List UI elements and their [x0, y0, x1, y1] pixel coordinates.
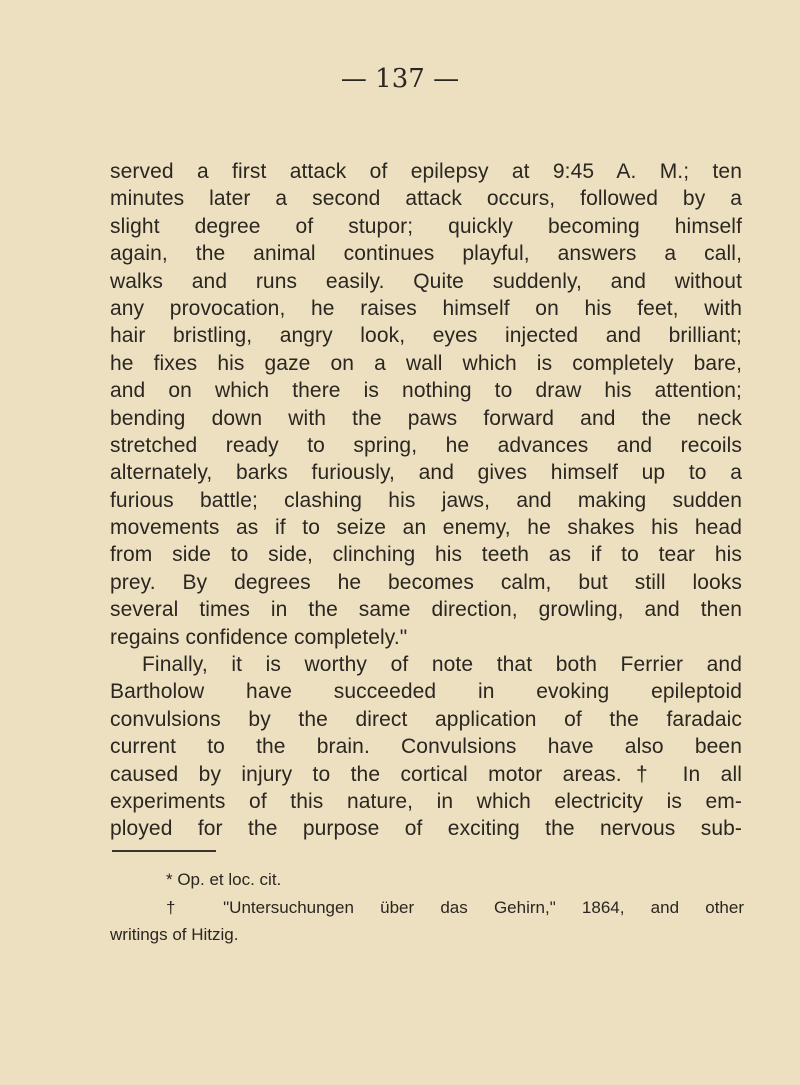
text-line: caused by injury to the cortical motor areas.† In all [110, 762, 742, 786]
text-line: again, the animal continues playful, answers a call, [110, 242, 742, 266]
text-line: furious battle; clashing his jaws, and making sudden [110, 488, 742, 512]
text-line: served a first attack of epilepsy at 9:45 A. M.; ten [110, 160, 742, 183]
footnote-divider [112, 850, 216, 852]
text-line: prey. By degrees he becomes calm, but still looks [110, 570, 742, 594]
text-line: stretched ready to spring, he advances and recoils [110, 433, 742, 457]
footnote-3: writings of Hitzig. [110, 925, 239, 944]
text-line: minutes later a second attack occurs, followed by a [110, 187, 742, 211]
text-line: and on which there is nothing to draw his attention; [110, 379, 742, 403]
text-line: walks and runs easily. Quite suddenly, and without [110, 269, 742, 293]
text-line: bending down with the paws forward and the neck [110, 406, 742, 430]
text-line: regains confidence completely." [110, 625, 408, 649]
text-line: slight degree of stupor; quickly becoming himself [110, 214, 742, 238]
body-text [110, 158, 742, 843]
text-line: from side to side, clinching his teeth as if to tear his [110, 543, 742, 567]
text-line: convulsions by the direct application of the faradaic [110, 707, 742, 731]
text-line: experiments of this nature, in which electricity is em- [110, 789, 742, 813]
text-line: alternately, barks furiously, and gives himself up to a [110, 461, 742, 485]
page-number: — 137 — [340, 64, 460, 94]
text-line: Bartholow have succeeded in evoking epileptoid [110, 680, 742, 704]
text-line: Finally, it is worthy of note that both Ferrier and [142, 653, 742, 677]
footnote-1: * Op. et loc. cit. [166, 870, 282, 889]
text-line: hair bristling, angry look, eyes injected and brilliant; [110, 324, 742, 348]
footnote-2: † "Untersuchungen über das Gehirn," 1864, and other [166, 898, 744, 917]
text-line: movements as if to seize an enemy, he shakes his head [110, 516, 742, 540]
text-line: several times in the same direction, growling, and then [110, 598, 742, 622]
text-line: current to the brain. Convulsions have also been [110, 735, 742, 759]
text-line: any provocation, he raises himself on his feet, with [110, 296, 742, 320]
text-line: ployed for the purpose of exciting the nervous sub- [110, 817, 742, 841]
text-line: he fixes his gaze on a wall which is completely bare, [110, 351, 742, 375]
